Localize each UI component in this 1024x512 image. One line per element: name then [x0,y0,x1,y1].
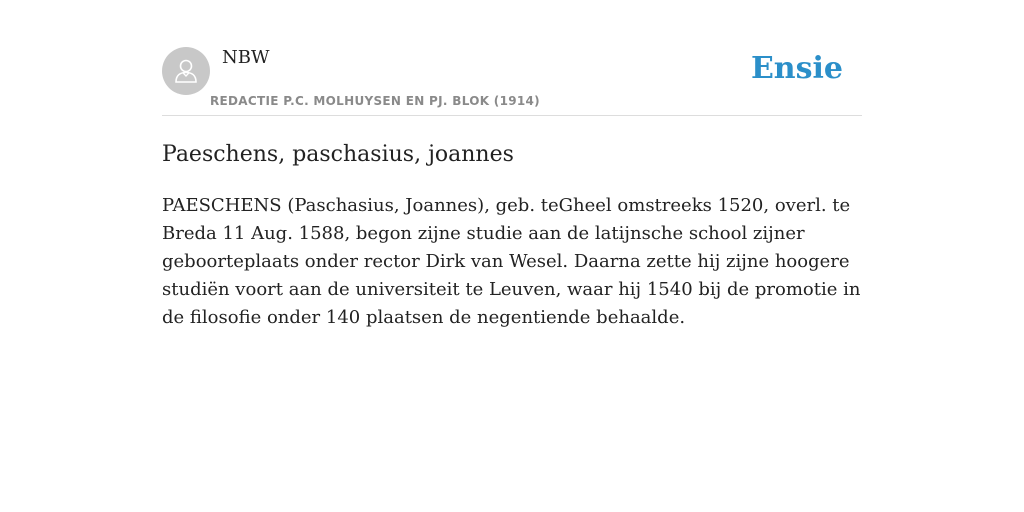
user-icon [171,56,201,86]
article-body: PAESCHENS (Paschasius, Joannes), geb. teGheel omstreeks 1520, overl. te Breda 11 Aug. 1588, begon zijne studie aan de latijnsche school zijner geboorteplaats onder rector Dirk van Wesel. Daarna zette hij zijne hoogere studiën voort aan de universiteit te Leuven, waar hij 1540 bij de promotie in de filosofie onder 140 plaatsen de negentiende behaalde. [162,195,861,328]
article-header [162,40,862,116]
author-name[interactable]: NBW [222,47,270,68]
article-card [162,40,862,332]
article-title: Paeschens, paschasius, joannes [162,142,514,167]
author-avatar[interactable] [162,47,210,95]
source-label: REDACTIE P.C. MOLHUYSEN EN PJ. BLOK (1914) [210,94,540,108]
ensie-logo[interactable]: Ensie [750,51,843,86]
